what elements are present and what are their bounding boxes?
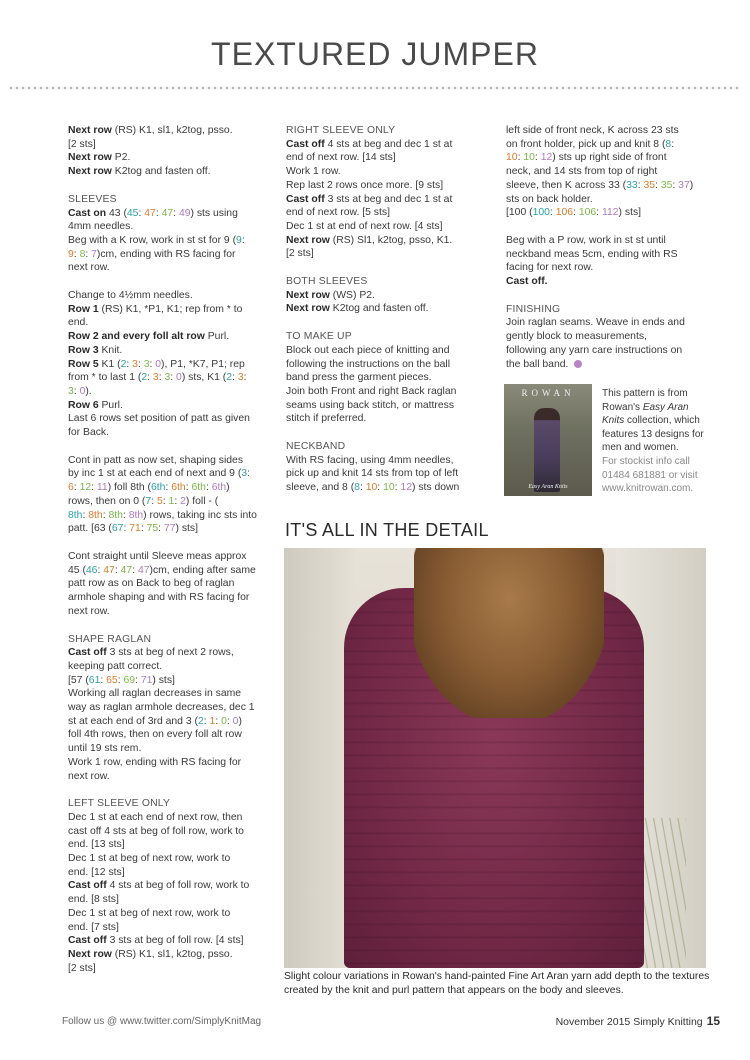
text-line: Change to 4½mm needles.: [68, 290, 193, 302]
text-line: Dec 1 st at beg of next row, work to: [68, 907, 231, 919]
photo-caption: Slight colour variations in Rowan's hand-painted Fine Art Aran yarn add depth to the textures created by the knit and purl pattern that appears on the body and sleeves.: [284, 971, 710, 996]
text-line: Row 1 (RS) K1, *P1, K1; rep from * to: [68, 303, 243, 315]
column-3: [506, 124, 704, 371]
text-line: 10: 10: 12) sts up right side of front: [506, 152, 667, 164]
text-line: following any yarn care instructions on: [506, 344, 683, 356]
text-line: for Back.: [68, 427, 109, 439]
text-line: Cont in patt as now set, shaping sides: [68, 454, 244, 466]
text-line: Work 1 row.: [286, 166, 341, 178]
text-line: next row.: [68, 770, 110, 782]
text-line: Dec 1 st at each end of next row, then: [68, 811, 243, 823]
text-line: way as raglan armhole decreases, dec 1: [68, 702, 255, 714]
text-line: Cast on 43 (45: 47: 47: 49) sts using: [68, 207, 238, 219]
text-line: foll 4th rows, then on every foll alt row: [68, 729, 242, 741]
text-line: until 19 sts rem.: [68, 743, 142, 755]
text-line: end. [13 sts]: [68, 839, 125, 851]
column-2: [286, 124, 482, 495]
text-line: Row 3 Knit.: [68, 344, 123, 356]
text-line: Next row K2tog and fasten off.: [68, 166, 211, 178]
text-line: keeping patt correct.: [68, 660, 163, 672]
text-line: 45 (46: 47: 47: 47)cm, ending after same: [68, 564, 256, 576]
book-cover-image: ROWAN Easy Aran Knits: [504, 384, 592, 496]
text-line: gently block to measurements,: [506, 331, 647, 343]
website-link[interactable]: www.knitrowan.com.: [602, 483, 694, 495]
text-line: end.: [68, 317, 89, 329]
text-line: end. [12 sts]: [68, 866, 125, 878]
text-line: sleeve, and 8 (8: 10: 10: 12) sts down: [286, 482, 460, 494]
text-line: Cast off 3 sts at beg of next 2 rows,: [68, 647, 234, 659]
text-line: the ball band.: [506, 358, 704, 372]
text-line: next row.: [68, 605, 110, 617]
text-line: Next row (RS) K1, sl1, k2tog, psso.: [68, 125, 233, 136]
text-line: pick up and knit 14 sts from top of left: [286, 468, 459, 480]
text-line: end. [8 sts]: [68, 894, 119, 906]
text-line: Dec 1 st at beg of next row, work to: [68, 853, 231, 865]
text-line: band press the garment pieces.: [286, 372, 432, 384]
text-line: Next row (RS) Sl1, k2tog, psso, K1.: [286, 234, 453, 246]
text-line: 4mm needles.: [68, 221, 134, 233]
text-line: Cast off 3 sts at beg and dec 1 st at: [286, 193, 453, 205]
section-heading-make-up: TO MAKE UP: [286, 331, 352, 343]
text-line: Cast off 4 sts at beg of foll row, work to: [68, 880, 250, 892]
text-line: 9: 8: 7)cm, ending with RS facing for: [68, 248, 236, 260]
text-line: [100 (100: 106: 106: 112) sts]: [506, 207, 642, 219]
jumper-photo: [284, 548, 706, 968]
detail-heading: IT'S ALL IN THE DETAIL: [285, 520, 489, 540]
text-line: Next row (RS) K1, sl1, k2tog, psso.: [68, 948, 233, 960]
section-heading-sleeves: SLEEVES: [68, 193, 117, 205]
text-line: Row 6 Purl.: [68, 399, 123, 411]
text-line: Next row K2tog and fasten off.: [286, 303, 429, 315]
text-line: Work 1 row, ending with RS facing for: [68, 756, 242, 768]
dotted-divider: [8, 86, 742, 90]
section-heading-both-sleeves: BOTH SLEEVES: [286, 276, 368, 288]
text-line: [2 sts]: [68, 138, 96, 150]
text-line: seams using back stitch, or mattress: [286, 399, 455, 411]
text-line: patt. [63 (67: 71: 75: 77) sts]: [68, 523, 199, 535]
text-line: stitch if preferred.: [286, 413, 367, 425]
text-line: Working all raglan decreases in same: [68, 688, 242, 700]
text-line: Join both Front and right Back raglan: [286, 385, 457, 397]
text-line: sts on back holder.: [506, 193, 593, 205]
text-line: Next row P2.: [68, 152, 131, 164]
text-line: 3: 0).: [68, 385, 92, 397]
text-line: end. [7 sts]: [68, 921, 119, 933]
text-line: following the instructions on the ball: [286, 358, 451, 370]
footer-issue: November 2015 Simply Knitting 15: [555, 1014, 720, 1028]
text-line: Cont straight until Sleeve meas approx: [68, 550, 247, 562]
text-line: neck, and 14 sts from top of right: [506, 166, 658, 178]
text-line: left side of front neck, K across 23 sts: [506, 125, 679, 136]
text-line: from * to last 1 (2: 3: 3: 0) sts, K1 (2: 3:: [68, 372, 247, 384]
text-line: [2 sts]: [286, 248, 314, 260]
text-line: Row 2 and every foll alt row Purl.: [68, 331, 230, 343]
text-line: Beg with a K row, work in st st for 9 (9:: [68, 234, 245, 246]
book-promo-text: This pattern is from Rowan's Easy Aran Knits collection, which features 13 designs for men and women. For stockist info call 01484 681881 or visit www.knitrowan.com.: [602, 387, 714, 496]
text-line: Join raglan seams. Weave in ends and: [506, 317, 685, 329]
end-bullet-icon: [574, 360, 582, 368]
text-line: Cast off 3 sts at beg of foll row. [4 sts]: [68, 935, 244, 947]
column-1: [68, 124, 264, 975]
text-line: [2 sts]: [68, 962, 96, 974]
text-line: [57 (61: 65: 69: 71) sts]: [68, 674, 175, 686]
text-line: cast off 4 sts at beg of foll row, work to: [68, 825, 244, 837]
text-line: end of next row. [14 sts]: [286, 152, 396, 164]
section-heading-finishing: FINISHING: [506, 303, 561, 315]
text-line: neckband meas 5cm, ending with RS: [506, 248, 678, 260]
text-line: by inc 1 st at each end of next and 9 (3:: [68, 468, 250, 480]
text-line: Next row (WS) P2.: [286, 289, 375, 301]
text-line: Cast off.: [506, 276, 548, 288]
text-line: 6: 12: 11) foll 8th (6th: 6th: 6th: 6th): [68, 482, 230, 494]
text-line: Cast off 4 sts at beg and dec 1 st at: [286, 138, 453, 150]
text-line: Rep last 2 rows once more. [9 sts]: [286, 179, 444, 191]
text-line: next row.: [68, 262, 110, 274]
text-line: armhole shaping and with RS facing for: [68, 592, 250, 604]
text-line: Dec 1 st at end of next row. [4 sts]: [286, 220, 443, 232]
text-line: on front holder, pick up and knit 8 (8:: [506, 138, 675, 150]
page-number: 15: [706, 1014, 720, 1028]
text-line: Block out each piece of knitting and: [286, 344, 450, 356]
page-title: TEXTURED JUMPER: [211, 36, 539, 72]
text-line: 8th: 8th: 8th: 8th) rows, taking inc sts into: [68, 509, 257, 521]
text-line: Row 5 K1 (2: 3: 3: 0), P1, *K7, P1; rep: [68, 358, 245, 370]
section-heading-shape-raglan: SHAPE RAGLAN: [68, 633, 152, 645]
text-line: patt row as on Back to beg of raglan: [68, 578, 235, 590]
footer-twitter[interactable]: Follow us @ www.twitter.com/SimplyKnitMag: [62, 1016, 262, 1027]
text-line: end of next row. [5 sts]: [286, 207, 390, 219]
text-line: sleeve, then K across 33 (33: 35: 35: 37): [506, 179, 694, 191]
section-heading-neckband: NECKBAND: [286, 441, 346, 453]
section-heading-left-sleeve: LEFT SLEEVE ONLY: [68, 798, 171, 810]
text-line: Beg with a P row, work in st st until: [506, 234, 666, 246]
section-heading-right-sleeve: RIGHT SLEEVE ONLY: [286, 125, 396, 136]
text-line: facing for next row.: [506, 262, 594, 274]
text-line: With RS facing, using 4mm needles,: [286, 454, 454, 466]
text-line: st at each end of 3rd and 3 (2: 1: 0: 0): [68, 715, 242, 727]
text-line: rows, then on 0 (7: 5: 1: 2) foll - (: [68, 495, 219, 507]
text-line: Last 6 rows set position of patt as given: [68, 413, 250, 425]
